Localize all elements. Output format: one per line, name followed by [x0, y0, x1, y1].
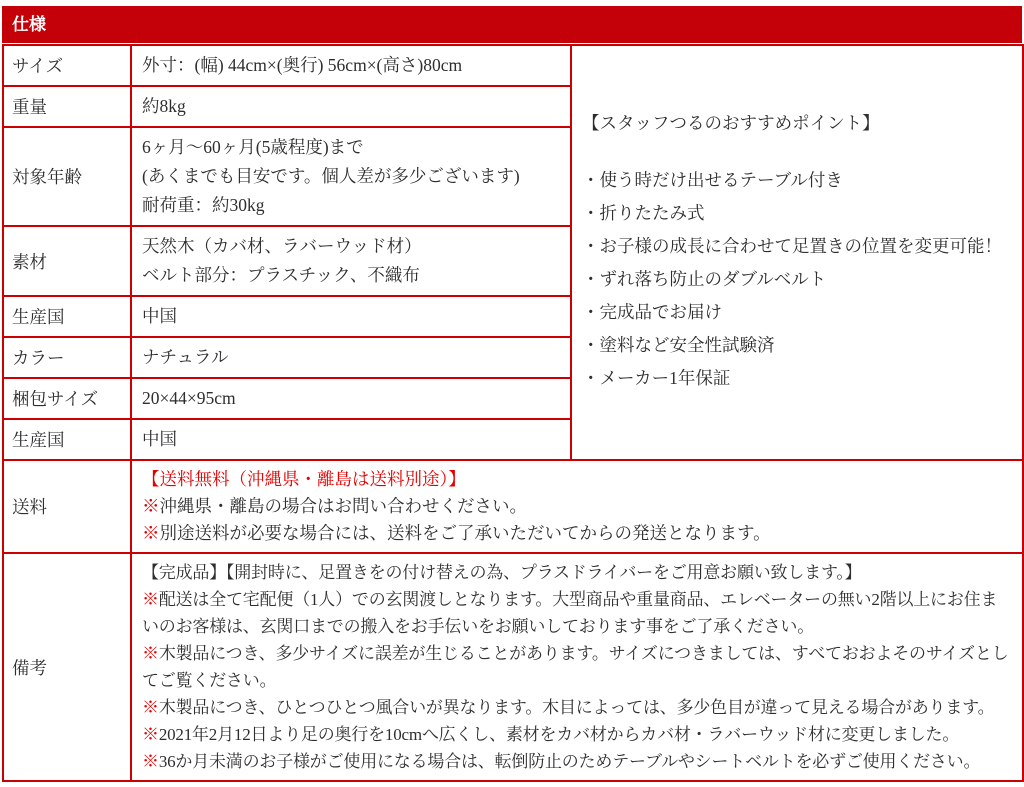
spec-row-label: 対象年齢 [3, 127, 131, 226]
spec-value-line: 約8kg [142, 96, 186, 116]
spec-row-value [131, 337, 571, 378]
note-marker: ※ [142, 698, 159, 717]
section-title: 仕様 [12, 15, 46, 34]
note-text: 配送は全て宅配便（1人）での玄関渡しとなります。大型商品や重量商品、エレベーターの無い2階以上にお住まいのお客様は、玄関口までの搬入をお手伝いをお願いしております事をご了承ください。 [142, 590, 998, 636]
shipping-headline: 【送料無料（沖縄県・離島は送料別途）】 [142, 469, 466, 489]
spec-row-value [131, 296, 571, 337]
note-text: 木製品につき、ひとつひとつ風合いが異なります。木目によっては、多少色目が違って見える場合があります。 [158, 698, 995, 717]
recommend-item: ・完成品でお届け [582, 302, 722, 322]
spec-row [3, 45, 1023, 86]
note-marker: ※ [142, 523, 160, 543]
note-text: 【完成品】【開封時に、足置きをの付け替えの為、プラスドライバーをご用意お願い致します。】 [142, 563, 862, 582]
spec-value-line: 中国 [142, 306, 177, 326]
recommend-item: ・ずれ落ち防止のダブルベルト [582, 269, 827, 289]
note-line [142, 721, 1012, 748]
shipping-row [3, 460, 1023, 553]
note-line [142, 640, 1012, 694]
remarks-row [3, 553, 1023, 781]
spec-value-line: ベルト部分：プラスチック、不織布 [142, 265, 420, 285]
note-marker: ※ [142, 752, 159, 771]
note-line [142, 493, 1012, 520]
shipping-label: 送料 [3, 460, 131, 553]
shipping-value [131, 460, 1023, 553]
note-line [142, 748, 1012, 775]
spec-value-line: (あくまでも目安です。個人差が多少ございます) [142, 166, 520, 186]
spec-row-value [131, 419, 571, 460]
section-header [2, 6, 1022, 43]
recommend-item: ・使う時だけ出せるテーブル付き [582, 170, 843, 190]
note-text: 木製品につき、多少サイズに誤差が生じることがあります。サイズにつきましては、すべておおよそのサイズとしてご覧ください。 [142, 644, 1009, 690]
note-marker: ※ [142, 496, 160, 516]
spec-row-label: 生産国 [3, 419, 131, 460]
note-marker: ※ [142, 590, 159, 609]
note-line [142, 520, 1012, 547]
note-line [142, 559, 1012, 586]
spec-value-line: 天然木（カバ材、ラバーウッド材） [142, 236, 422, 256]
spec-value-line: ナチュラル [142, 347, 229, 367]
spec-row-value [131, 378, 571, 419]
recommend-panel [571, 45, 1023, 460]
note-marker: ※ [142, 725, 159, 744]
spec-row-label: 重量 [3, 86, 131, 127]
recommend-item: ・お子様の成長に合わせて足置きの位置を変更可能！ [582, 236, 1002, 256]
note-text: 36か月未満のお子様がご使用になる場合は、転倒防止のためテーブルやシートベルトを必ずご使用ください。 [158, 752, 981, 771]
note-line [142, 586, 1012, 640]
spec-row-label: 生産国 [3, 296, 131, 337]
spec-row-value [131, 127, 571, 226]
recommend-item: ・メーカー1年保証 [582, 368, 731, 388]
spec-table [2, 44, 1024, 782]
note-text: 別途送料が必要な場合には、送料をご了承いただいてからの発送となります。 [159, 523, 771, 543]
note-marker: ※ [142, 644, 159, 663]
spec-value-line: 外寸：(幅) 44cm×(奥行) 56cm×(高さ)80cm [142, 55, 463, 75]
remarks-value [131, 553, 1023, 781]
note-text: 沖縄県・離島の場合はお問い合わせください。 [159, 496, 527, 516]
spec-row-label: カラー [3, 337, 131, 378]
recommend-heading: 【スタッフつるのおすすめポイント】 [582, 113, 880, 133]
spec-value-line: 耐荷重：約30kg [142, 195, 265, 215]
note-line [142, 694, 1012, 721]
note-text: 2021年2月12日より足の奥行を10cmへ広くし、素材をカバ材からカバ材・ラバーウッド材に変更しました。 [158, 725, 960, 744]
spec-row-value [131, 226, 571, 296]
spec-row-label: サイズ [3, 45, 131, 86]
recommend-item: ・塗料など安全性試験済 [582, 335, 775, 355]
spec-row-value [131, 86, 571, 127]
spec-value-line: 6ヶ月〜60ヶ月(5歳程度)まで [142, 137, 364, 157]
recommend-item: ・折りたたみ式 [582, 203, 705, 223]
spec-value-line: 中国 [142, 429, 177, 449]
remarks-label: 備考 [3, 553, 131, 781]
spec-row-label: 素材 [3, 226, 131, 296]
spec-row-value [131, 45, 571, 86]
spec-value-line: 20×44×95cm [142, 388, 236, 408]
spec-row-label: 梱包サイズ [3, 378, 131, 419]
